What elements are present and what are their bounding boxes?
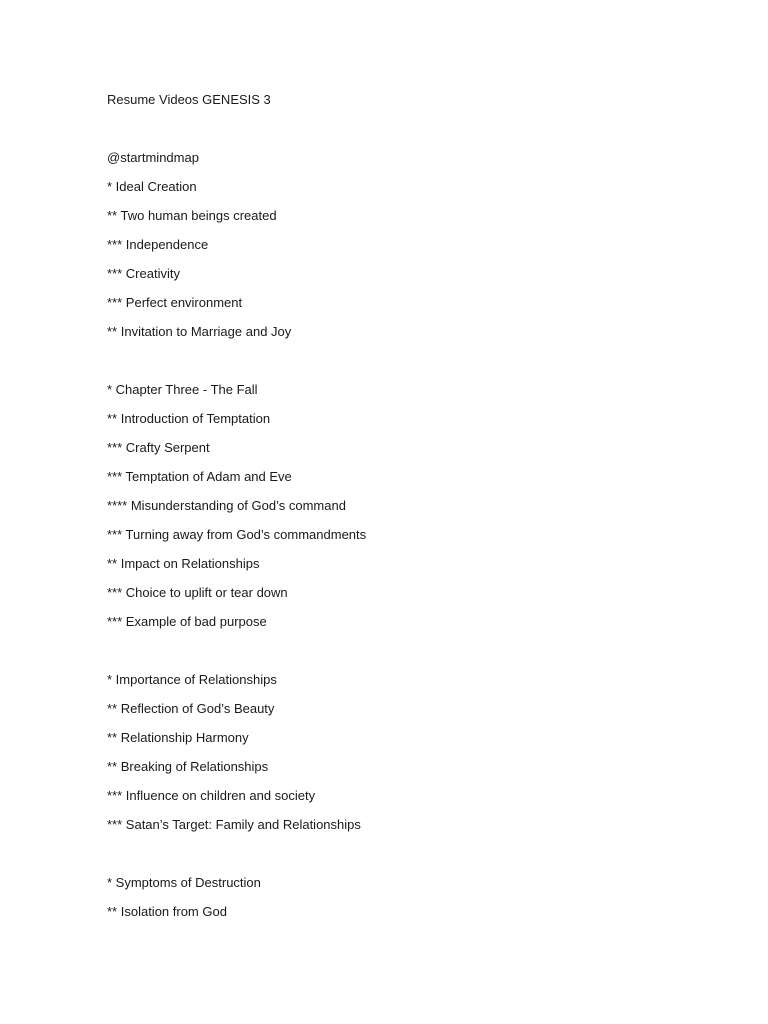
list-item: *** Turning away from God’s commandments [107, 527, 367, 542]
list-item: ** Relationship Harmony [107, 730, 249, 745]
list-item: *** Crafty Serpent [107, 440, 210, 455]
list-item: * Ideal Creation [107, 179, 197, 194]
list-item: ** Invitation to Marriage and Joy [107, 324, 292, 339]
list-item: *** Creativity [107, 266, 180, 281]
section-symptoms-of-destruction [107, 874, 707, 920]
paragraph-gap [107, 642, 707, 671]
mindmap-start-tag: @startmindmap [107, 150, 199, 165]
list-item: * Chapter Three - The Fall [107, 382, 258, 397]
list-item: *** Influence on children and society [107, 788, 316, 803]
list-item: ** Reflection of God’s Beauty [107, 701, 275, 716]
section-ideal-creation [107, 178, 707, 340]
paragraph-gap [107, 120, 707, 149]
paragraph-gap [107, 352, 707, 381]
list-item: *** Example of bad purpose [107, 614, 267, 629]
list-item: *** Temptation of Adam and Eve [107, 469, 292, 484]
list-item: ** Breaking of Relationships [107, 759, 269, 774]
paragraph-gap [107, 845, 707, 874]
section-chapter-three [107, 381, 707, 630]
list-item: ** Impact on Relationships [107, 556, 260, 571]
list-item: * Symptoms of Destruction [107, 875, 261, 890]
list-item: ** Isolation from God [107, 904, 227, 919]
list-item: *** Perfect environment [107, 295, 243, 310]
list-item: **** Misunderstanding of God’s command [107, 498, 346, 513]
list-item: ** Two human beings created [107, 208, 277, 223]
document-content [107, 91, 707, 932]
list-item: *** Independence [107, 237, 209, 252]
list-item: ** Introduction of Temptation [107, 411, 271, 426]
list-item: *** Satan’s Target: Family and Relationships [107, 817, 361, 832]
section-importance-of-relationships [107, 671, 707, 833]
list-item: * Importance of Relationships [107, 672, 277, 687]
document-title: Resume Videos GENESIS 3 [107, 92, 271, 107]
list-item: *** Choice to uplift or tear down [107, 585, 288, 600]
